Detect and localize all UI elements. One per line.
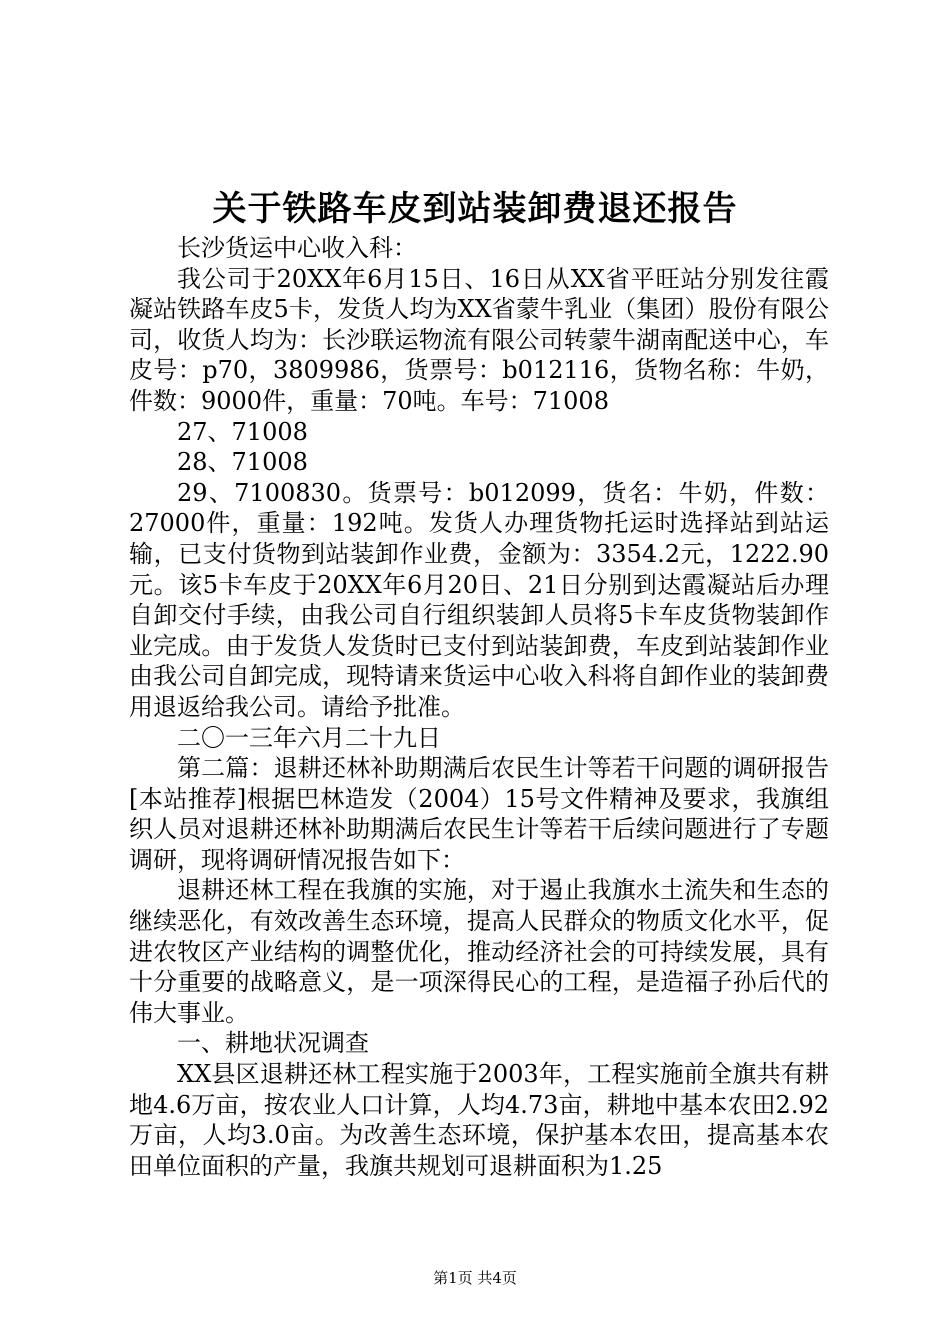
- document-body: [129, 233, 829, 1181]
- body-paragraph: 27、71008: [177, 417, 308, 446]
- body-paragraph: 28、71008: [177, 448, 308, 477]
- section-heading: 一、耕地状况调查: [177, 1029, 369, 1058]
- body-paragraph: 我公司于20XX年6月15日、16日从XX省平旺站分别发往霞凝站铁路车皮5卡，发货人均为XX省蒙牛乳业（集团）股份有限公司，收货人均为：长沙联运物流有限公司转蒙牛湖南配送中心，车皮号：p70，3809986，货票号：b012116，货物名称：牛奶，件数：9000件，重量：70吨。车号：71008: [129, 264, 829, 415]
- body-paragraph: XX县区退耕还林工程实施于2003年，工程实施前全旗共有耕地4.6万亩，按农业人口计算，人均4.73亩，耕地中基本农田2.92万亩，人均3.0亩。为改善生态环境，保护基本农田，提高基本农田单位面积的产量，我旗共规划可退耕面积为1.25: [129, 1060, 829, 1180]
- page-footer: 第1页 共4页: [433, 1269, 517, 1287]
- document-title: 关于铁路车皮到站装卸费退还报告: [212, 189, 738, 229]
- body-paragraph: 退耕还林工程在我旗的实施，对于遏止我旗水土流失和生态的继续恶化，有效改善生态环境，提高人民群众的物质文化水平，促进农牧区产业结构的调整优化，推动经济社会的可持续发展，具有十分重要的战略意义，是一项深得民心的工程，是造福子孙后代的伟大事业。: [129, 876, 829, 1027]
- date-line: 二〇一三年六月二十九日: [177, 723, 441, 752]
- salutation: 长沙货运中心收入科：: [177, 234, 417, 262]
- body-paragraph: 第二篇：退耕还林补助期满后农民生计等若干问题的调研报告[本站推荐]根据巴林造发（2004）15号文件精神及要求，我旗组织人员对退耕还林补助期满后农民生计等若干后续问题进行了专题调研，现将调研情况报告如下：: [129, 754, 829, 874]
- body-paragraph: 29、7100830。货票号：b012099，货名：牛奶，件数：27000件，重量：192吨。发货人办理货物托运时选择站到站运输，已支付货物到站装卸作业费，金额为：3354.2元，1222.90元。该5卡车皮于20XX年6月20日、21日分别到达霞凝站后办理自卸交付手续，由我公司自行组织装卸人员将5卡车皮货物装卸作业完成。由于发货人发货时已支付到站装卸费，车皮到站装卸作业由我公司自卸完成，现特请来货运中心收入科将自卸作业的装卸费用退返给我公司。请给予批准。: [129, 478, 829, 721]
